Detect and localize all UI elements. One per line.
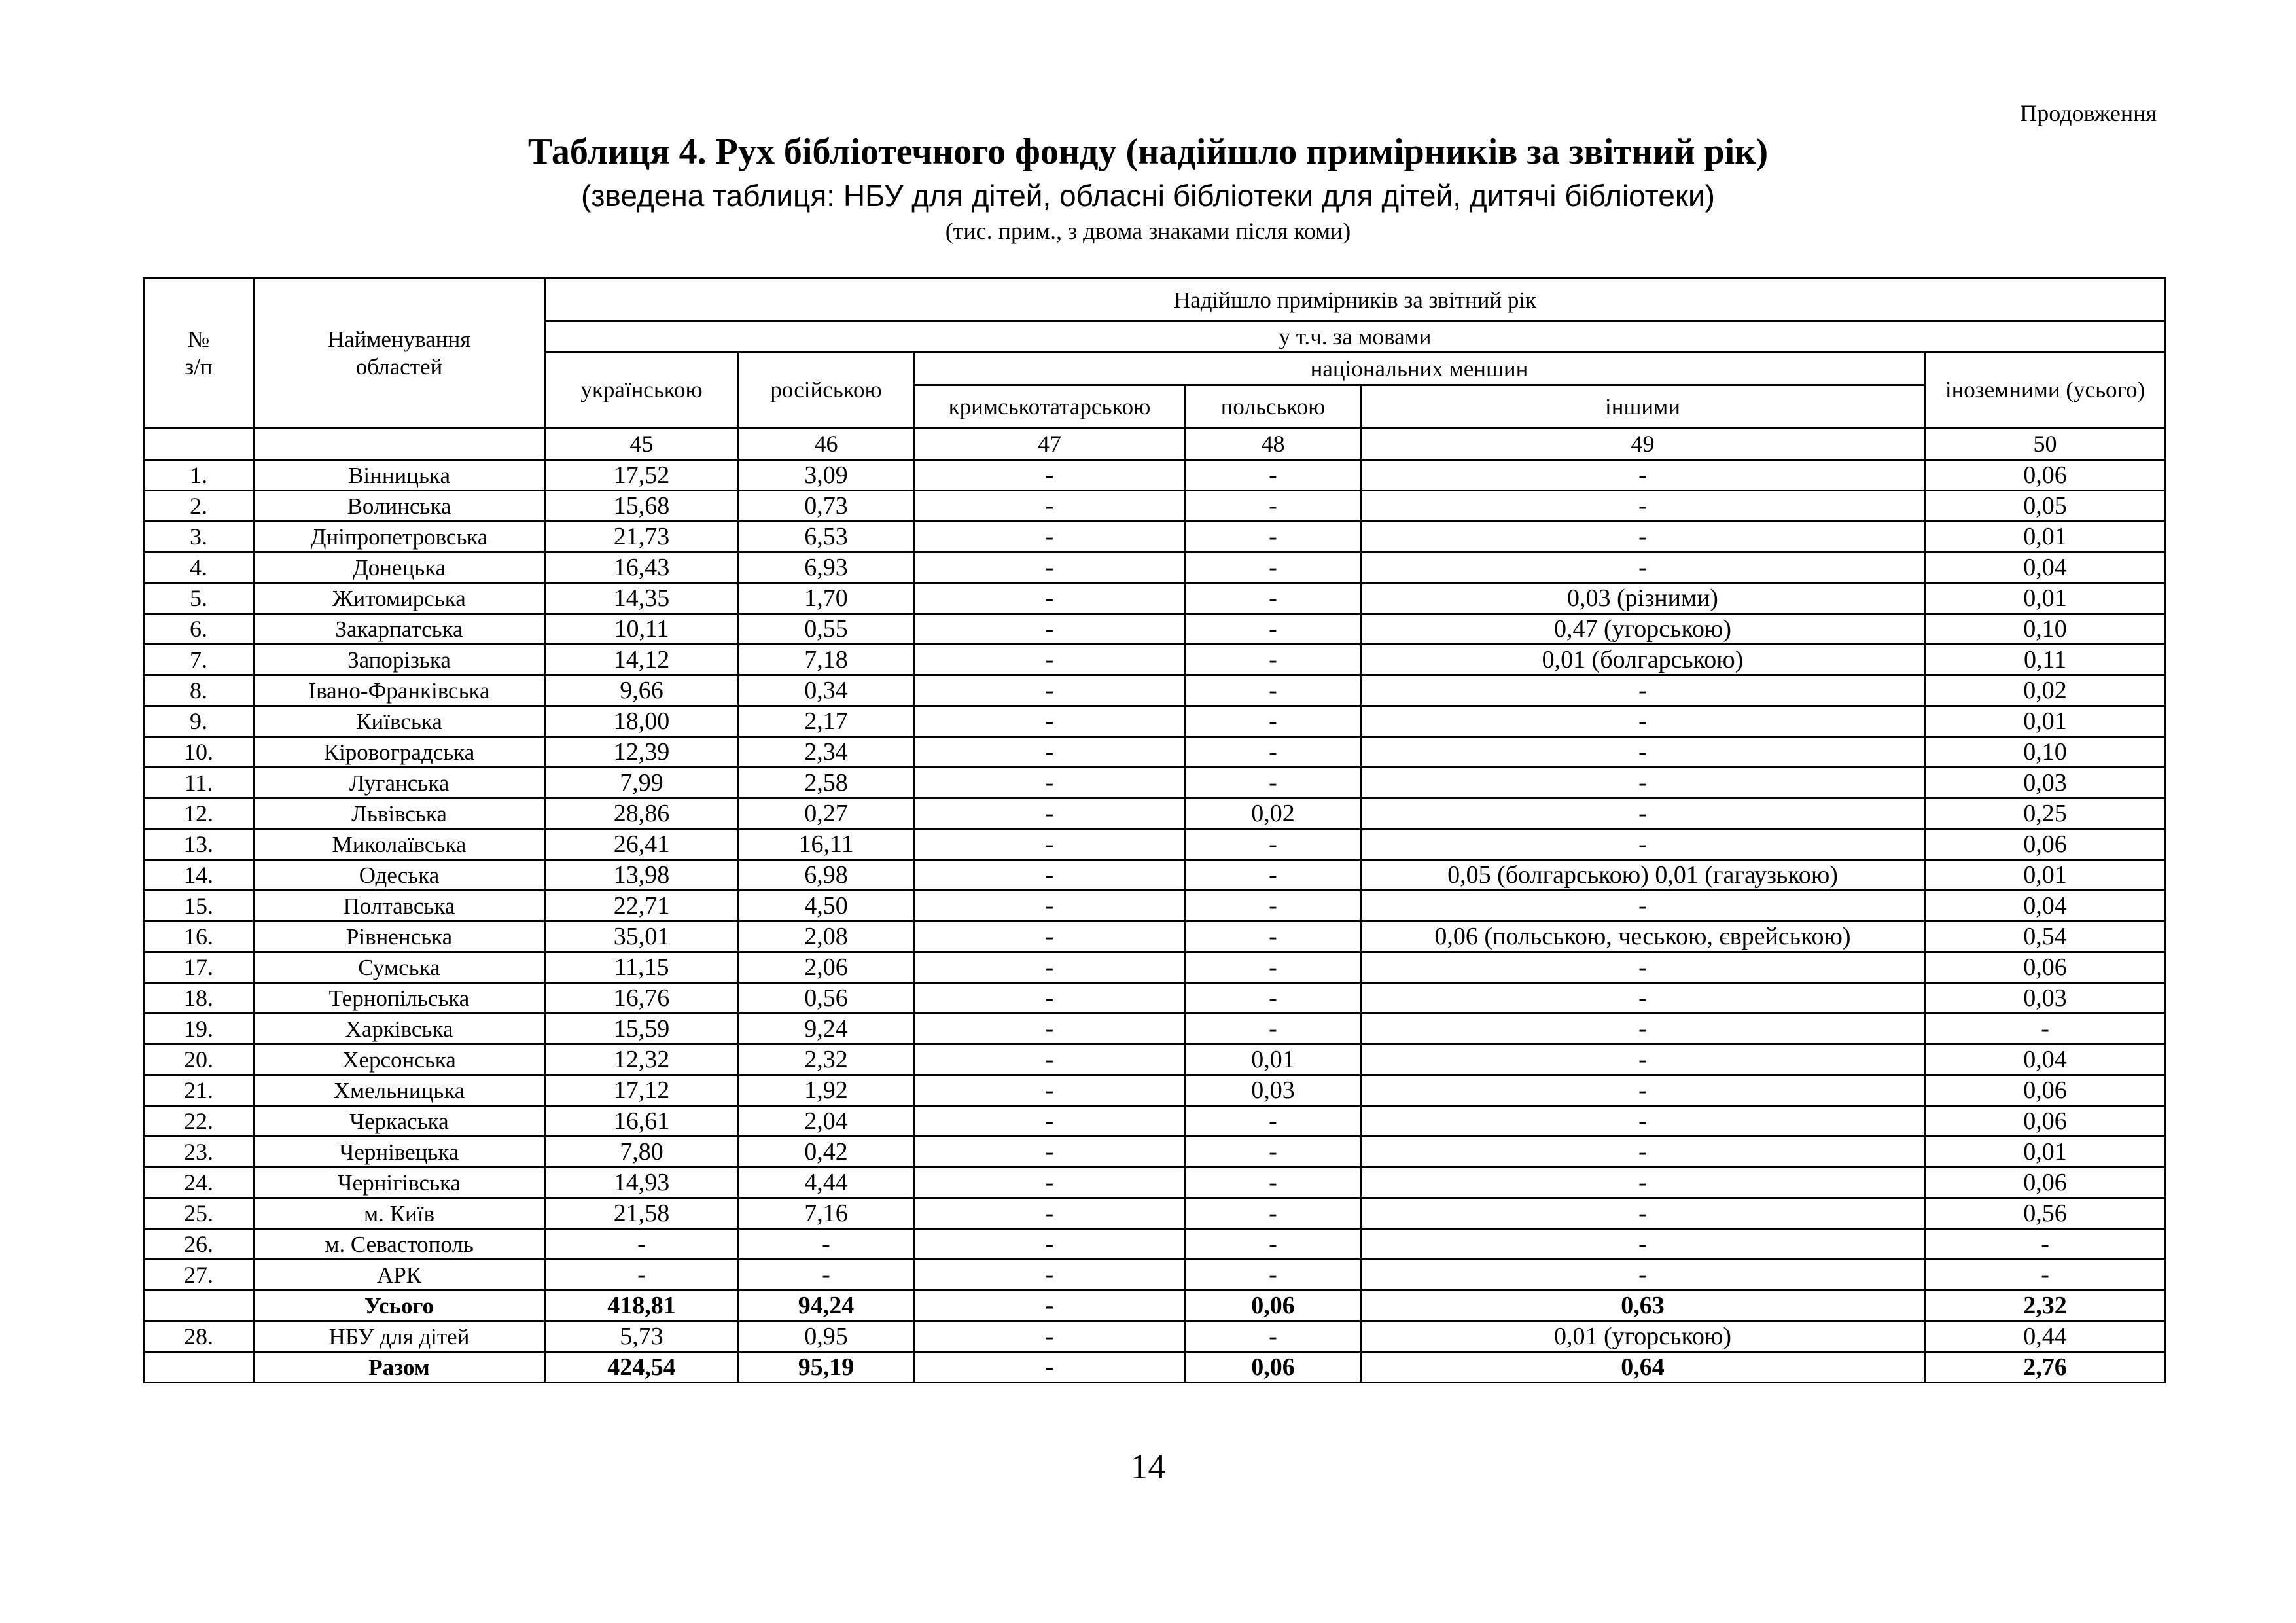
region-name: Рівненська — [254, 921, 545, 952]
value-c45: - — [545, 1260, 739, 1291]
value-c48: - — [1186, 1198, 1361, 1229]
header-by-language: у т.ч. за мовами — [545, 321, 2166, 352]
region-name: Черкаська — [254, 1106, 545, 1137]
value-c46: 6,98 — [739, 860, 914, 891]
table-row — [144, 860, 2166, 891]
value-c49: - — [1361, 737, 1925, 768]
value-c45: 10,11 — [545, 614, 739, 645]
value-c50: 0,10 — [1925, 614, 2166, 645]
value-c49: - — [1361, 706, 1925, 737]
value-c46: 95,19 — [739, 1352, 914, 1383]
value-c46: 6,53 — [739, 522, 914, 552]
value-c47: - — [914, 1168, 1186, 1198]
value-c49: - — [1361, 1260, 1925, 1291]
value-c50: 0,06 — [1925, 1168, 2166, 1198]
library-fund-table — [143, 277, 2166, 1383]
row-number: 24. — [144, 1168, 254, 1198]
value-c45: 12,39 — [545, 737, 739, 768]
column-number-row — [144, 428, 2166, 460]
value-c46: 9,24 — [739, 1014, 914, 1044]
row-number: 12. — [144, 798, 254, 829]
region-name: Житомирська — [254, 583, 545, 614]
value-c46: 0,42 — [739, 1137, 914, 1168]
value-c48: 0,06 — [1186, 1291, 1361, 1321]
region-name: Полтавська — [254, 891, 545, 921]
header-polish: польською — [1186, 385, 1361, 428]
row-number: 16. — [144, 921, 254, 952]
value-c50: 0,06 — [1925, 1106, 2166, 1137]
column-number-empty — [254, 428, 545, 460]
value-c50: 0,01 — [1925, 583, 2166, 614]
value-c45: 21,73 — [545, 522, 739, 552]
value-c47: - — [914, 460, 1186, 491]
value-c46: 2,32 — [739, 1044, 914, 1075]
table-row — [144, 737, 2166, 768]
value-c47: - — [914, 829, 1186, 860]
value-c50: 0,44 — [1925, 1321, 2166, 1352]
value-c50: 0,06 — [1925, 829, 2166, 860]
value-c50: 0,06 — [1925, 952, 2166, 983]
region-name: Київська — [254, 706, 545, 737]
table-row — [144, 645, 2166, 675]
row-number: 21. — [144, 1075, 254, 1106]
region-name: Тернопільська — [254, 983, 545, 1014]
value-c45: 26,41 — [545, 829, 739, 860]
row-number: 8. — [144, 675, 254, 706]
value-c47: - — [914, 1198, 1186, 1229]
value-c48: - — [1186, 491, 1361, 522]
value-c47: - — [914, 491, 1186, 522]
header-num: № з/п — [144, 279, 254, 428]
value-c50: - — [1925, 1229, 2166, 1260]
continuation-label: Продовження — [2020, 100, 2157, 126]
value-c49: 0,06 (польською, чеською, єврейською) — [1361, 921, 1925, 952]
value-c47: - — [914, 1291, 1186, 1321]
value-c48: - — [1186, 921, 1361, 952]
value-c50: 0,01 — [1925, 860, 2166, 891]
region-name: Миколаївська — [254, 829, 545, 860]
table-subtitle: (зведена таблиця: НБУ для дітей, обласні бібліотеки для дітей, дитячі бібліотеки) — [581, 179, 1715, 213]
header-russian: російською — [739, 352, 914, 428]
value-c50: 0,01 — [1925, 706, 2166, 737]
value-c48: - — [1186, 768, 1361, 798]
value-c48: 0,03 — [1186, 1075, 1361, 1106]
value-c48: 0,06 — [1186, 1352, 1361, 1383]
value-c48: - — [1186, 860, 1361, 891]
value-c49: - — [1361, 1075, 1925, 1106]
value-c46: 0,34 — [739, 675, 914, 706]
row-number: 11. — [144, 768, 254, 798]
value-c46: 4,50 — [739, 891, 914, 921]
value-c48: - — [1186, 552, 1361, 583]
value-c45: 12,32 — [545, 1044, 739, 1075]
table-row — [144, 1168, 2166, 1198]
table-row — [144, 522, 2166, 552]
table-row — [144, 921, 2166, 952]
unit-note: (тис. прим., з двома знаками після коми) — [945, 218, 1351, 244]
column-number: 49 — [1361, 428, 1925, 460]
value-c50: 0,04 — [1925, 1044, 2166, 1075]
row-number: 1. — [144, 460, 254, 491]
header-ukrainian: українською — [545, 352, 739, 428]
table-row — [144, 1137, 2166, 1168]
value-c46: 2,06 — [739, 952, 914, 983]
value-c50: 0,56 — [1925, 1198, 2166, 1229]
value-c47: - — [914, 583, 1186, 614]
value-c50: 0,04 — [1925, 891, 2166, 921]
region-name: Львівська — [254, 798, 545, 829]
value-c45: 5,73 — [545, 1321, 739, 1352]
value-c46: 3,09 — [739, 460, 914, 491]
value-c47: - — [914, 891, 1186, 921]
value-c47: - — [914, 552, 1186, 583]
table-row — [144, 1075, 2166, 1106]
value-c50: 0,05 — [1925, 491, 2166, 522]
value-c46: 94,24 — [739, 1291, 914, 1321]
value-c45: 15,59 — [545, 1014, 739, 1044]
row-number: 9. — [144, 706, 254, 737]
row-number: 5. — [144, 583, 254, 614]
value-c45: 16,76 — [545, 983, 739, 1014]
value-c50: 0,25 — [1925, 798, 2166, 829]
value-c45: 14,35 — [545, 583, 739, 614]
value-c50: 0,03 — [1925, 983, 2166, 1014]
value-c48: 0,01 — [1186, 1044, 1361, 1075]
table-total-row — [144, 1291, 2166, 1321]
value-c48: - — [1186, 737, 1361, 768]
value-c48: - — [1186, 583, 1361, 614]
table-row — [144, 1106, 2166, 1137]
value-c45: 35,01 — [545, 921, 739, 952]
table-row — [144, 552, 2166, 583]
region-name: м. Київ — [254, 1198, 545, 1229]
table-row — [144, 1229, 2166, 1260]
region-name: Чернігівська — [254, 1168, 545, 1198]
value-c46: 7,16 — [739, 1198, 914, 1229]
row-number: 10. — [144, 737, 254, 768]
region-name: Вінницька — [254, 460, 545, 491]
value-c50: 0,04 — [1925, 552, 2166, 583]
table-row — [144, 1044, 2166, 1075]
value-c50: 0,10 — [1925, 737, 2166, 768]
table-title: Таблиця 4. Рух бібліотечного фонду (надійшло примірників за звітний рік) — [527, 132, 1769, 172]
value-c47: - — [914, 706, 1186, 737]
value-c46: 0,55 — [739, 614, 914, 645]
value-c46: 2,17 — [739, 706, 914, 737]
table-row — [144, 675, 2166, 706]
row-number: 17. — [144, 952, 254, 983]
value-c47: - — [914, 1044, 1186, 1075]
value-c49: 0,03 (різними) — [1361, 583, 1925, 614]
page-number: 14 — [1130, 1447, 1166, 1486]
region-name: Харківська — [254, 1014, 545, 1044]
value-c50: 0,01 — [1925, 1137, 2166, 1168]
value-c49: 0,64 — [1361, 1352, 1925, 1383]
value-c46: 6,93 — [739, 552, 914, 583]
value-c45: 11,15 — [545, 952, 739, 983]
value-c46: 0,73 — [739, 491, 914, 522]
region-name: Луганська — [254, 768, 545, 798]
value-c48: - — [1186, 460, 1361, 491]
row-number: 6. — [144, 614, 254, 645]
value-c49: - — [1361, 768, 1925, 798]
value-c47: - — [914, 768, 1186, 798]
value-c49: 0,05 (болгарською) 0,01 (гагаузькою) — [1361, 860, 1925, 891]
region-name: НБУ для дітей — [254, 1321, 545, 1352]
value-c48: - — [1186, 1260, 1361, 1291]
value-c49: - — [1361, 1198, 1925, 1229]
region-name: Одеська — [254, 860, 545, 891]
value-c49: 0,63 — [1361, 1291, 1925, 1321]
row-number: 14. — [144, 860, 254, 891]
region-name: АРК — [254, 1260, 545, 1291]
value-c49: - — [1361, 1014, 1925, 1044]
row-number: 3. — [144, 522, 254, 552]
value-c45: 424,54 — [545, 1352, 739, 1383]
row-number: 22. — [144, 1106, 254, 1137]
value-c50: 0,02 — [1925, 675, 2166, 706]
table-body — [144, 460, 2166, 1383]
value-c45: 17,52 — [545, 460, 739, 491]
table-row — [144, 491, 2166, 522]
row-number: 7. — [144, 645, 254, 675]
value-c46: 0,27 — [739, 798, 914, 829]
value-c49: - — [1361, 675, 1925, 706]
value-c46: 2,58 — [739, 768, 914, 798]
value-c47: - — [914, 798, 1186, 829]
value-c50: 0,54 — [1925, 921, 2166, 952]
value-c46: - — [739, 1260, 914, 1291]
value-c48: - — [1186, 645, 1361, 675]
column-number: 50 — [1925, 428, 2166, 460]
value-c48: - — [1186, 706, 1361, 737]
value-c47: - — [914, 1137, 1186, 1168]
row-number: 13. — [144, 829, 254, 860]
value-c46: 0,95 — [739, 1321, 914, 1352]
value-c50: 2,76 — [1925, 1352, 2166, 1383]
value-c47: - — [914, 1321, 1186, 1352]
value-c47: - — [914, 1352, 1186, 1383]
value-c47: - — [914, 1260, 1186, 1291]
header-others: іншими — [1361, 385, 1925, 428]
value-c49: - — [1361, 1229, 1925, 1260]
value-c50: 0,06 — [1925, 1075, 2166, 1106]
region-name: Чернівецька — [254, 1137, 545, 1168]
value-c45: 16,61 — [545, 1106, 739, 1137]
value-c48: - — [1186, 675, 1361, 706]
value-c49: - — [1361, 891, 1925, 921]
value-c46: 16,11 — [739, 829, 914, 860]
table-row — [144, 983, 2166, 1014]
value-c50: 0,01 — [1925, 522, 2166, 552]
value-c49: - — [1361, 522, 1925, 552]
row-number — [144, 1352, 254, 1383]
value-c49: 0,01 (угорською) — [1361, 1321, 1925, 1352]
value-c49: 0,01 (болгарською) — [1361, 645, 1925, 675]
value-c50: - — [1925, 1014, 2166, 1044]
header-name: Найменування областей — [254, 279, 545, 428]
value-c48: - — [1186, 983, 1361, 1014]
value-c48: - — [1186, 829, 1361, 860]
table-row — [144, 583, 2166, 614]
table-row — [144, 706, 2166, 737]
value-c49: - — [1361, 1044, 1925, 1075]
value-c47: - — [914, 1014, 1186, 1044]
value-c50: 2,32 — [1925, 1291, 2166, 1321]
value-c49: - — [1361, 491, 1925, 522]
value-c48: - — [1186, 1321, 1361, 1352]
value-c45: 7,99 — [545, 768, 739, 798]
value-c49: 0,47 (угорською) — [1361, 614, 1925, 645]
region-name: Сумська — [254, 952, 545, 983]
region-name: м. Севастополь — [254, 1229, 545, 1260]
value-c45: 9,66 — [545, 675, 739, 706]
value-c48: - — [1186, 1106, 1361, 1137]
table-row — [144, 1014, 2166, 1044]
value-c47: - — [914, 614, 1186, 645]
value-c47: - — [914, 1106, 1186, 1137]
value-c45: 418,81 — [545, 1291, 739, 1321]
value-c48: - — [1186, 952, 1361, 983]
table-row — [144, 1198, 2166, 1229]
value-c45: 15,68 — [545, 491, 739, 522]
value-c48: - — [1186, 891, 1361, 921]
region-name: Разом — [254, 1352, 545, 1383]
value-c49: - — [1361, 798, 1925, 829]
table-total-row — [144, 1352, 2166, 1383]
column-number: 48 — [1186, 428, 1361, 460]
value-c48: - — [1186, 1137, 1361, 1168]
region-name: Запорізька — [254, 645, 545, 675]
value-c49: - — [1361, 1106, 1925, 1137]
table-row — [144, 952, 2166, 983]
region-name: Івано-Франківська — [254, 675, 545, 706]
value-c49: - — [1361, 829, 1925, 860]
row-number: 23. — [144, 1137, 254, 1168]
value-c47: - — [914, 952, 1186, 983]
value-c49: - — [1361, 1168, 1925, 1198]
table-row — [144, 798, 2166, 829]
table-header — [144, 279, 2166, 460]
header-received: Надійшло примірників за звітний рік — [545, 279, 2166, 321]
value-c50: - — [1925, 1260, 2166, 1291]
value-c48: - — [1186, 614, 1361, 645]
value-c47: - — [914, 522, 1186, 552]
header-crimean-tatar: кримськотатарською — [914, 385, 1186, 428]
region-name: Дніпропетровська — [254, 522, 545, 552]
row-number: 18. — [144, 983, 254, 1014]
table-row — [144, 460, 2166, 491]
row-number — [144, 1291, 254, 1321]
table-row — [144, 768, 2166, 798]
value-c46: 4,44 — [739, 1168, 914, 1198]
value-c46: 7,18 — [739, 645, 914, 675]
value-c48: - — [1186, 1229, 1361, 1260]
value-c45: 18,00 — [545, 706, 739, 737]
value-c45: - — [545, 1229, 739, 1260]
value-c48: 0,02 — [1186, 798, 1361, 829]
value-c46: 2,04 — [739, 1106, 914, 1137]
value-c47: - — [914, 983, 1186, 1014]
value-c47: - — [914, 737, 1186, 768]
row-number: 2. — [144, 491, 254, 522]
value-c49: - — [1361, 983, 1925, 1014]
value-c47: - — [914, 675, 1186, 706]
value-c50: 0,11 — [1925, 645, 2166, 675]
value-c48: - — [1186, 522, 1361, 552]
value-c45: 7,80 — [545, 1137, 739, 1168]
region-name: Волинська — [254, 491, 545, 522]
header-foreign: іноземними (усього) — [1925, 352, 2166, 428]
value-c45: 16,43 — [545, 552, 739, 583]
value-c45: 21,58 — [545, 1198, 739, 1229]
row-number: 15. — [144, 891, 254, 921]
region-name: Закарпатська — [254, 614, 545, 645]
region-name: Хмельницька — [254, 1075, 545, 1106]
column-number: 45 — [545, 428, 739, 460]
row-number: 25. — [144, 1198, 254, 1229]
value-c46: - — [739, 1229, 914, 1260]
value-c46: 2,08 — [739, 921, 914, 952]
row-number: 20. — [144, 1044, 254, 1075]
row-number: 27. — [144, 1260, 254, 1291]
row-number: 4. — [144, 552, 254, 583]
row-number: 19. — [144, 1014, 254, 1044]
row-number: 26. — [144, 1229, 254, 1260]
table-row — [144, 1321, 2166, 1352]
value-c48: - — [1186, 1014, 1361, 1044]
value-c49: - — [1361, 1137, 1925, 1168]
region-name: Херсонська — [254, 1044, 545, 1075]
value-c46: 1,92 — [739, 1075, 914, 1106]
value-c45: 17,12 — [545, 1075, 739, 1106]
region-name: Донецька — [254, 552, 545, 583]
header-national-minorities: національних меншин — [914, 352, 1925, 385]
value-c48: - — [1186, 1168, 1361, 1198]
value-c45: 14,12 — [545, 645, 739, 675]
region-name: Кіровоградська — [254, 737, 545, 768]
value-c49: - — [1361, 460, 1925, 491]
value-c50: 0,06 — [1925, 460, 2166, 491]
value-c45: 14,93 — [545, 1168, 739, 1198]
value-c47: - — [914, 1229, 1186, 1260]
value-c47: - — [914, 645, 1186, 675]
value-c49: - — [1361, 952, 1925, 983]
region-name: Усього — [254, 1291, 545, 1321]
value-c50: 0,03 — [1925, 768, 2166, 798]
value-c46: 1,70 — [739, 583, 914, 614]
row-number: 28. — [144, 1321, 254, 1352]
value-c47: - — [914, 860, 1186, 891]
column-number-empty — [144, 428, 254, 460]
table-row — [144, 1260, 2166, 1291]
table-row — [144, 829, 2166, 860]
value-c49: - — [1361, 552, 1925, 583]
value-c46: 2,34 — [739, 737, 914, 768]
value-c45: 22,71 — [545, 891, 739, 921]
value-c47: - — [914, 921, 1186, 952]
value-c46: 0,56 — [739, 983, 914, 1014]
column-number: 46 — [739, 428, 914, 460]
table-row — [144, 891, 2166, 921]
table-row — [144, 614, 2166, 645]
column-number: 47 — [914, 428, 1186, 460]
value-c45: 13,98 — [545, 860, 739, 891]
value-c45: 28,86 — [545, 798, 739, 829]
value-c47: - — [914, 1075, 1186, 1106]
